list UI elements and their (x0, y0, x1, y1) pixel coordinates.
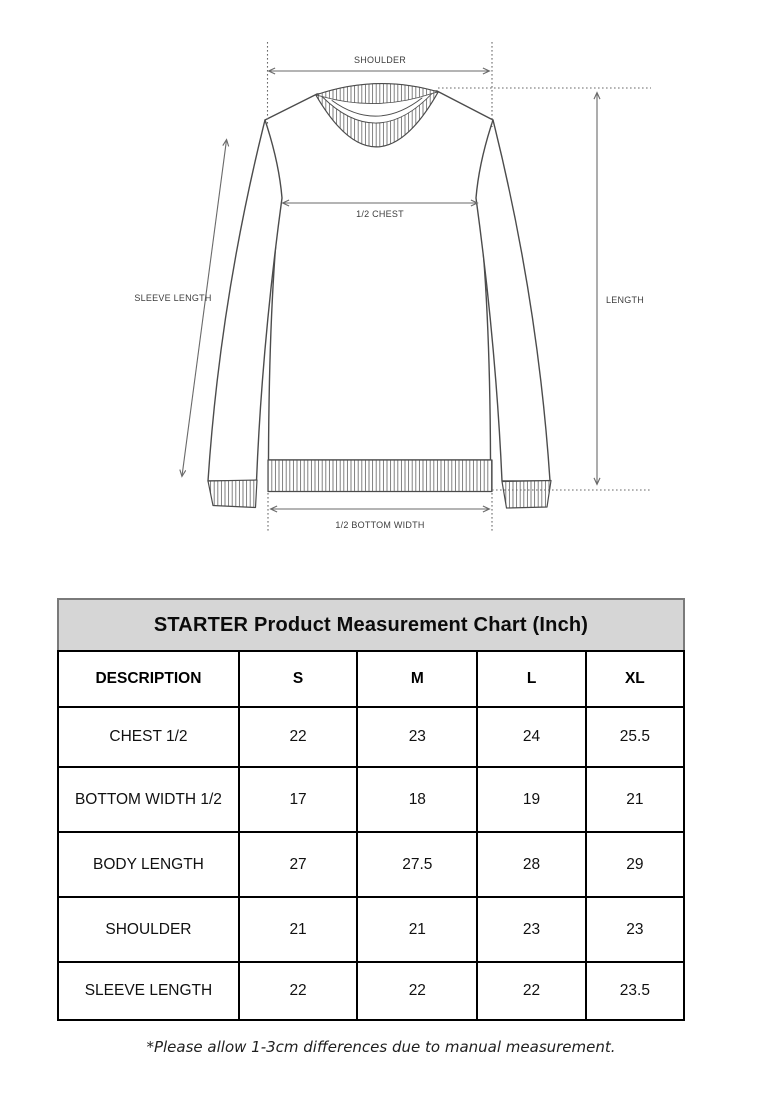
sweater-outline (208, 84, 551, 508)
cell-value: 27 (239, 832, 357, 897)
sweater-hem-rib (268, 460, 492, 492)
cell-value: 23 (357, 707, 477, 767)
sleeve-length-dim-label: SLEEVE LENGTH (134, 293, 212, 303)
col-header-xl: XL (586, 651, 684, 707)
table-title: STARTER Product Measurement Chart (Inch) (57, 598, 685, 652)
cell-value: 19 (477, 767, 585, 832)
cell-value: 27.5 (357, 832, 477, 897)
table-row-shoulder (58, 897, 684, 962)
size-table (57, 650, 685, 1021)
col-header-l: L (477, 651, 585, 707)
row-label: BOTTOM WIDTH 1/2 (58, 767, 239, 832)
table-row-bottom-width (58, 767, 684, 832)
cell-value: 23 (586, 897, 684, 962)
cell-value: 21 (239, 897, 357, 962)
row-label: CHEST 1/2 (58, 707, 239, 767)
cell-value: 17 (239, 767, 357, 832)
cell-value: 18 (357, 767, 477, 832)
cell-value: 21 (586, 767, 684, 832)
cell-value: 23.5 (586, 962, 684, 1020)
cell-value: 29 (586, 832, 684, 897)
sweater-right-cuff-rib (502, 481, 551, 509)
row-label: BODY LENGTH (58, 832, 239, 897)
cell-value: 25.5 (586, 707, 684, 767)
cell-value: 28 (477, 832, 585, 897)
table-row-chest (58, 707, 684, 767)
shoulder-dim-label: SHOULDER (353, 55, 407, 65)
sweater-left-cuff-rib (208, 480, 257, 508)
half-chest-dim-label: 1/2 CHEST (356, 209, 404, 219)
cell-value: 22 (239, 962, 357, 1020)
row-label: SLEEVE LENGTH (58, 962, 239, 1020)
col-header-description: DESCRIPTION (58, 651, 239, 707)
length-dim-label: LENGTH (606, 295, 645, 305)
table-row-body-length (58, 832, 684, 897)
half-bottom-width-dim-label: 1/2 BOTTOM WIDTH (335, 520, 425, 530)
cell-value: 23 (477, 897, 585, 962)
measurement-footnote: *Please allow 1-3cm differences due to manual measurement. (146, 1038, 616, 1056)
row-label: SHOULDER (58, 897, 239, 962)
col-header-m: M (357, 651, 477, 707)
cell-value: 24 (477, 707, 585, 767)
measurement-table (57, 598, 685, 1021)
table-header-row (58, 651, 684, 707)
cell-value: 22 (477, 962, 585, 1020)
col-header-s: S (239, 651, 357, 707)
table-row-sleeve-length (58, 962, 684, 1020)
cell-value: 21 (357, 897, 477, 962)
cell-value: 22 (357, 962, 477, 1020)
cell-value: 22 (239, 707, 357, 767)
